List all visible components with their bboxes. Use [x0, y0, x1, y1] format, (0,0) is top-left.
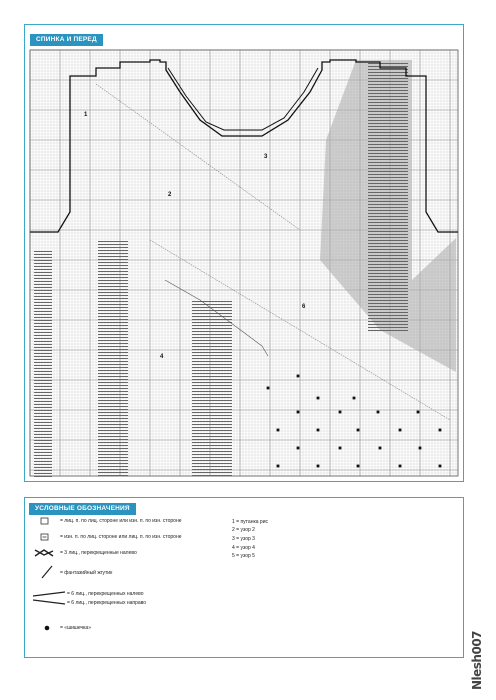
pattern-region-right — [320, 60, 456, 372]
bobble-13 — [297, 447, 300, 450]
pattern-5: 5 = узор 5 — [232, 553, 255, 559]
bobble-5 — [339, 411, 342, 414]
bobble-15 — [379, 447, 382, 450]
chart-label-4: 4 — [160, 354, 164, 360]
bobble-1 — [267, 387, 270, 390]
dot-icon — [43, 624, 51, 632]
pattern-4: 4 = узор 4 — [232, 545, 255, 551]
legend-item-6: = «шишечка» — [60, 625, 91, 631]
chart-label-3: 3 — [264, 154, 268, 160]
pattern-3: 3 = узор 3 — [232, 536, 255, 542]
chart-label-6: 6 — [302, 304, 306, 310]
diagonal-line-icon — [40, 564, 54, 580]
chart-label-1: 1 — [84, 112, 88, 118]
long-right-line-icon — [32, 598, 66, 606]
cross-left-3-icon — [33, 548, 57, 558]
bobble-0 — [297, 375, 300, 378]
legend-item-3: = фантазийный жгутик — [60, 570, 113, 576]
bobble-8 — [277, 429, 280, 432]
bobble-16 — [419, 447, 422, 450]
bobble-17 — [277, 465, 280, 468]
pattern-band-left-2 — [98, 242, 128, 476]
pattern-2: 2 = узор 2 — [232, 527, 255, 533]
bobble-21 — [439, 465, 442, 468]
legend-item-1: = изн. п. по лиц. стороне или лиц. п. по изн. стороне — [60, 534, 182, 540]
bobble-6 — [377, 411, 380, 414]
empty-square-icon — [40, 517, 50, 525]
legend-title: УСЛОВНЫЕ ОБОЗНАЧЕНИЯ — [29, 503, 136, 515]
bobble-7 — [417, 411, 420, 414]
section-title: СПИНКА И ПЕРЕД — [30, 34, 103, 46]
legend-item-0: = лиц. п. по лиц. стороне или изн. п. по изн. стороне — [60, 518, 182, 524]
watermark: Nlesh007 — [470, 630, 484, 690]
chart-label-2: 2 — [168, 192, 172, 198]
legend-item-2: = 3 лиц., перекрещенные налево — [60, 550, 137, 556]
bobble-12 — [439, 429, 442, 432]
bobble-19 — [357, 465, 360, 468]
bobble-9 — [317, 429, 320, 432]
bobble-20 — [399, 465, 402, 468]
bobble-3 — [353, 397, 356, 400]
bobble-18 — [317, 465, 320, 468]
pattern-1: 1 = путанка рис — [232, 519, 269, 525]
bobble-10 — [357, 429, 360, 432]
bobble-11 — [399, 429, 402, 432]
bobble-2 — [317, 397, 320, 400]
bobble-4 — [297, 411, 300, 414]
legend-item-5: = 6 лиц., перекрещенных направо — [67, 600, 147, 606]
pattern-band-left-1 — [34, 252, 52, 477]
crossed-square-icon — [40, 533, 50, 541]
bobble-14 — [339, 447, 342, 450]
long-left-line-icon — [32, 590, 66, 598]
legend-item-4: = 6 лиц., перекрещенных налево — [67, 591, 144, 597]
diagonal-edge — [165, 280, 268, 356]
